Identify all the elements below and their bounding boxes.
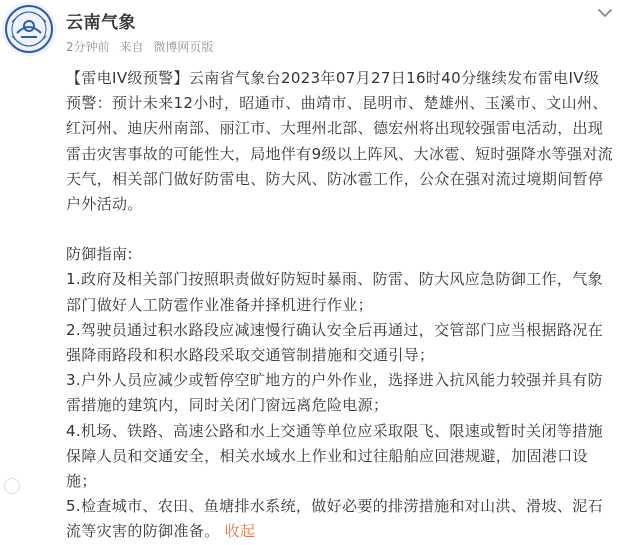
post-text (66, 66, 614, 545)
warning-tag[interactable]: 【雷电IV级预警】 (66, 69, 189, 87)
post-time[interactable]: 2分钟前 (66, 40, 110, 54)
post-source[interactable]: 微博网页版 (153, 40, 214, 54)
source-prefix: 来自 (119, 40, 144, 54)
author-name[interactable]: 云南气象 (66, 13, 136, 33)
warning-body: 云南省气象台2023年07月27日16时40分继续发布雷电IV级预警：预计未来12小时，昭通市、曲靖市、昆明市、楚雄州、玉溪市、文山州、红河州、迪庆州南部、丽江市、大理州北部、德宏州将出现较强雷电活动，出现雷击灾害事故的可能性大，局地伴有9级以上阵风、大冰雹、短时强降水等强对流天气，相关部门做好防雷电、防大风、防冰雹工作，公众在强对流过境期间暂停户外活动。 (66, 69, 614, 214)
guide-item-2: 2.驾驶员通过积水路段应减速慢行确认安全后再通过，交管部门应当根据路况在强降雨路段和积水路段采取交通管制措施和交通引导； (66, 320, 603, 365)
guide-title: 防御指南: (66, 245, 133, 264)
image-watermark (4, 478, 23, 494)
collapse-link[interactable]: 收起 (224, 522, 256, 541)
weather-bureau-logo-icon (2, 2, 56, 56)
post-meta (66, 38, 219, 55)
guide-item-1: 1.政府及相关部门按照职责做好防短时暴雨、防雷、防大风应急防御工作，气象部门做好人工防雹作业准备并择机进行作业； (66, 270, 603, 314)
intro-paragraph (66, 66, 614, 217)
guide-item-5-text: 5.检查城市、农田、鱼塘排水系统，做好必要的排涝措施和对山洪、滑坡、泥石流等灾害的防御准备。 (66, 497, 603, 541)
guide-item-5 (66, 494, 614, 544)
avatar[interactable] (2, 2, 56, 56)
guide-item-4: 4.机场、铁路、高速公路和水上交通等单位应采取限飞、限速或暂时关闭等措施保障人员和交通安全，相关水域水上作业和过往船舶应回港规避，加固港口设施； (66, 421, 603, 491)
chevron-down-icon[interactable] (594, 2, 616, 24)
paragraph-gap (66, 217, 614, 242)
watermark-logo-icon (4, 478, 20, 494)
guide-item-3: 3.户外人员应减少或暂停空旷地方的户外作业，选择进入抗风能力较强并具有防雷措施的建筑内，同时关闭门窗远离危险电源； (66, 371, 603, 415)
post-header (0, 0, 632, 64)
